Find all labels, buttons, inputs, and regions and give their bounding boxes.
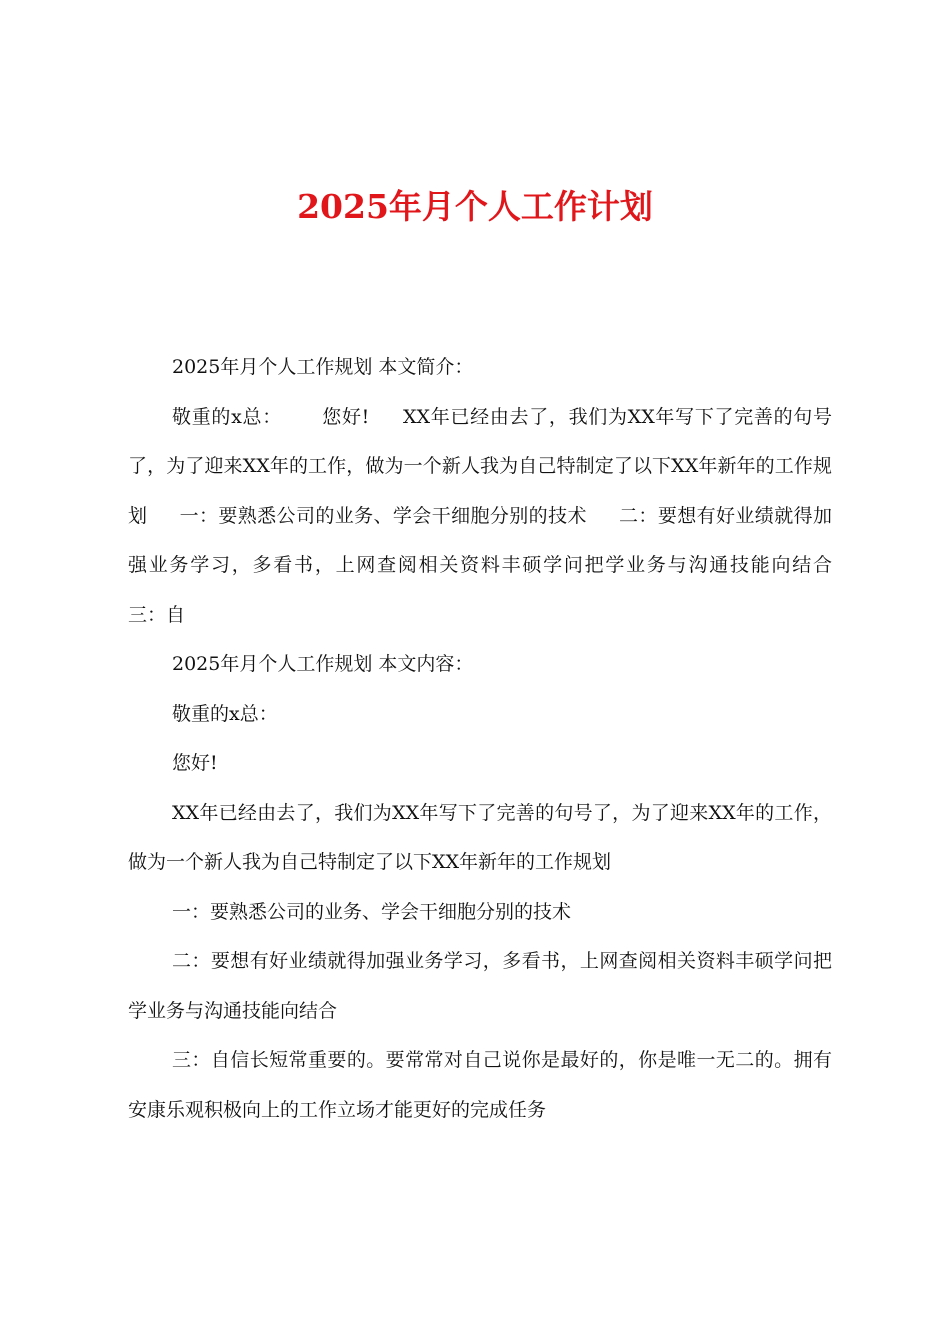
paragraph-content-heading: 2025年月个人工作规划 本文内容： xyxy=(172,653,474,675)
paragraph-summary-heading: 2025年月个人工作规划 本文简介： xyxy=(172,356,474,378)
paragraph-point-one: 一：要熟悉公司的业务、学会干细胞分别的技术 xyxy=(172,900,572,923)
paragraph-intro: XX年已经由去了，我们为XX年写下了完善的句号了，为了迎来XX年的工作，做为一个新人我为自己特制定了以下XX年新年的工作规划 xyxy=(128,801,832,873)
document-title: 2025年月个人工作计划 xyxy=(297,187,653,226)
paragraph-point-three: 三：自信长短常重要的。要常常对自己说你是最好的，你是唯一无二的。拥有安康乐观积极向上的工作立场才能更好的完成任务 xyxy=(128,1049,832,1121)
paragraph-point-two: 二：要想有好业绩就得加强业务学习，多看书，上网查阅相关资料丰硕学问把学业务与沟通技能向结合 xyxy=(128,950,832,1022)
paragraph-salutation: 敬重的x总： xyxy=(172,702,278,725)
paragraph-greeting: 您好! xyxy=(172,752,218,774)
document-body xyxy=(128,343,863,1135)
paragraph-summary: 敬重的x总： 您好! XX年已经由去了，我们为XX年写下了完善的句号了，为了迎来XX年的工作，做为一个新人我为自己特制定了以下XX年新年的工作规划 一：要熟悉公司的业务、学会干细胞分别的技术 二：要想有好业绩就得加强业务学习，多看书，上网查阅相关资料丰硕学问把学业务与沟通技能向结合 三：自 xyxy=(128,405,863,626)
